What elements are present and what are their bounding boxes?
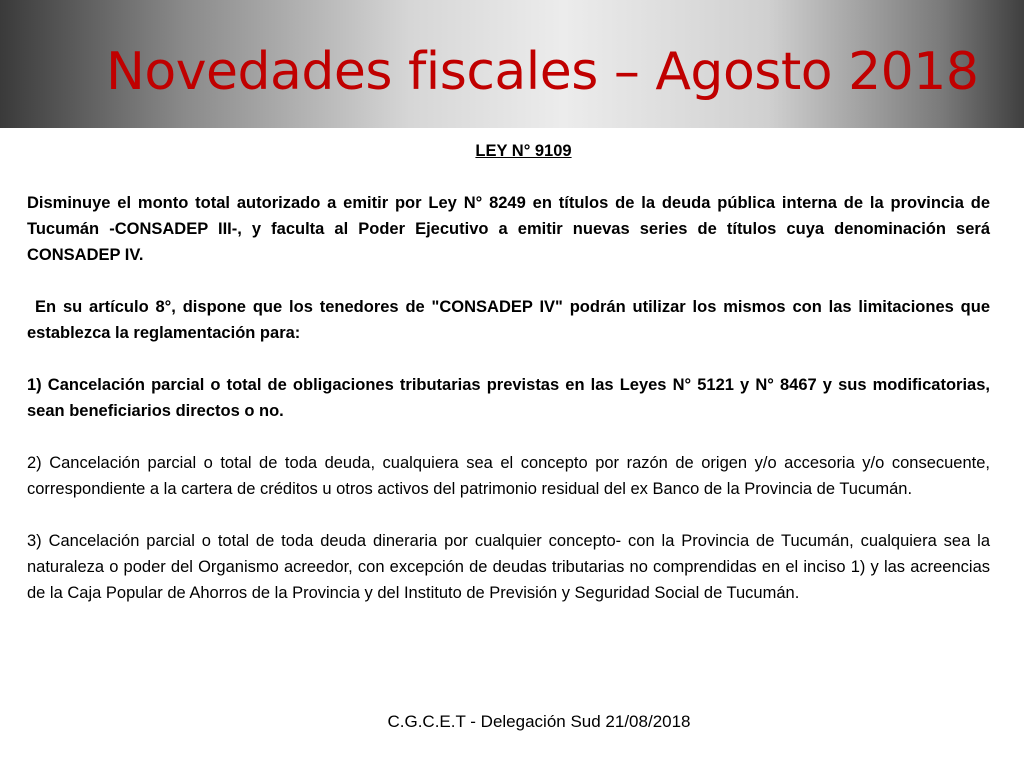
slide-title: Novedades fiscales – Agosto 2018 [106, 42, 979, 102]
footer-text: C.G.C.E.T - Delegación Sud 21/08/2018 [387, 712, 691, 731]
paragraph-article-8: En su artículo 8°, dispone que los tenedores de "CONSADEP IV" podrán utilizar los mismos con las limitaciones que establezca la reglamentación para: [27, 298, 990, 342]
list-item-2: 2) Cancelación parcial o total de toda deuda, cualquiera sea el concepto por razón de origen y/o accesoria y/o consecuente, correspondiente a la cartera de créditos u otros activos del patrimonio residual del ex Banco de la Provincia de Tucumán. [27, 454, 990, 498]
law-title: LEY N° 9109 [475, 142, 572, 160]
paragraph-summary: Disminuye el monto total autorizado a emitir por Ley N° 8249 en títulos de la deuda pública interna de la provincia de Tucumán -CONSADEP III-, y faculta al Poder Ejecutivo a emitir nuevas series de títulos cuya denominación será CONSADEP IV. [27, 194, 990, 264]
title-banner [0, 0, 1024, 128]
document-body [27, 138, 990, 632]
list-item-3: 3) Cancelación parcial o total de toda deuda dineraria por cualquier concepto- con la Provincia de Tucumán, cualquiera sea la naturaleza o poder del Organismo acreedor, con excepción de deudas tributarias no comprendidas en el inciso 1) y las acreencias de la Caja Popular de Ahorros de la Provincia y del Instituto de Previsión y Seguridad Social de Tucumán. [27, 532, 990, 602]
list-item-1: 1) Cancelación parcial o total de obligaciones tributarias previstas en las Leyes N° 5121 y N° 8467 y sus modificatorias, sean beneficiarios directos o no. [27, 376, 990, 420]
